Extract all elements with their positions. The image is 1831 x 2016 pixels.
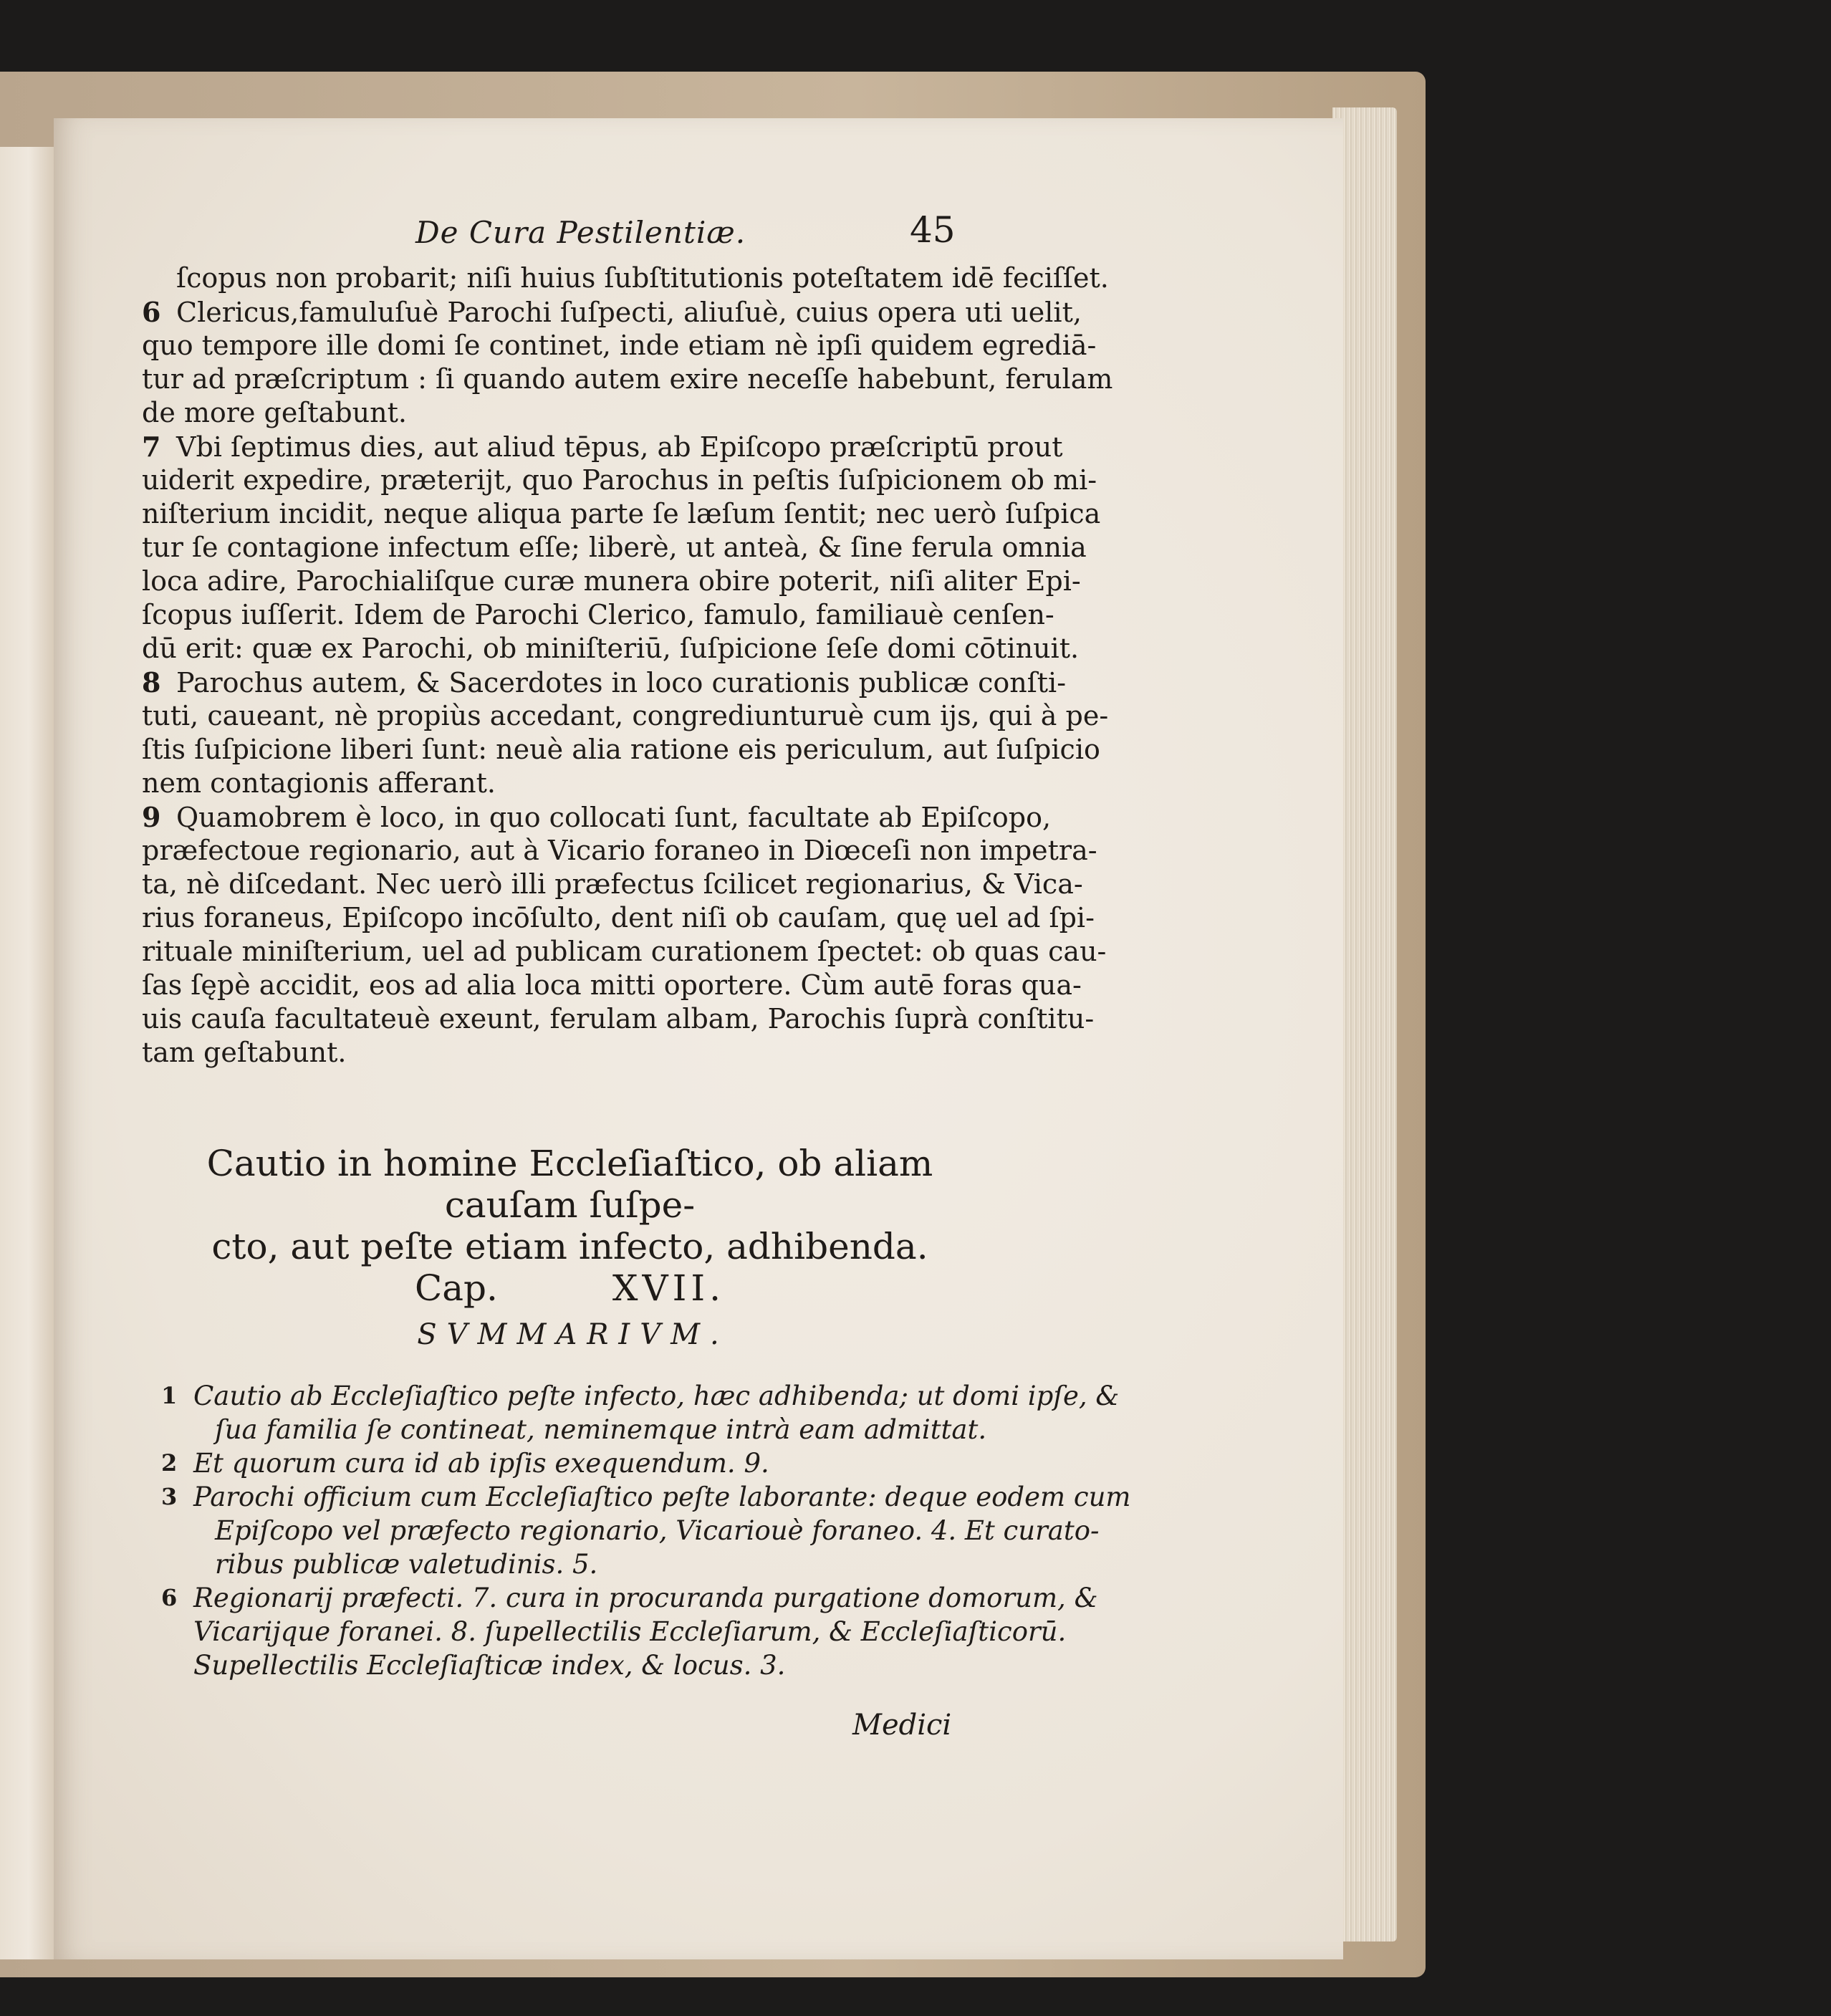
paragraph-number: 6: [142, 296, 161, 328]
text-line: uis cauſa facultateuè exeunt, ferulam albam, Parochis ſuprà conſtitu-: [142, 1003, 1095, 1035]
text-line: 9 Quamobrem è loco, in quo collocati ſunt, facultate ab Epiſcopo,: [142, 801, 1052, 833]
text-line: ſas ſępè accidit, eos ad alia loca mitti oportere. Cùm autē foras qua-: [142, 969, 1082, 1001]
catchword: Medici: [852, 1709, 952, 1742]
text-line: tam geſtabunt.: [142, 1037, 347, 1068]
text-line: quo tempore ille domi ſe continet, inde etiam nè ipſi quidem egrediā-: [142, 330, 1097, 361]
left-page-edge: [0, 147, 57, 1959]
page-number: 45: [910, 209, 956, 251]
text-line: dū erit: quæ ex Parochi, ob miniſteriū, ſuſpicione ſeſe domi cōtinuit.: [142, 633, 1080, 664]
summary-item-number: 3: [161, 1483, 178, 1510]
summary-item: 1 Cautio ab Eccleſiaſtico peſte infecto, hæc adhibenda; ut domi ipſe, & ſua familia ſe contineat, neminemque intrà eam admittat.: [161, 1381, 1120, 1445]
text-line: ſcopus iuſſerit. Idem de Parochi Clerico, famulo, familiauè cenſen-: [142, 599, 1054, 630]
text-line: rituale miniſterium, uel ad publicam curationem ſpectet: ob quas cau-: [142, 936, 1107, 967]
paragraph-number: 8: [142, 666, 161, 699]
summary-item: 3 Parochi officium cum Eccleſiaſtico peſte laborante: deque eodem cum Epiſcopo vel præfecto regionario, Vicariouè foraneo. 4. Et curato- ribus publicæ valetudinis. 5.: [161, 1482, 1131, 1580]
chapter-heading: [142, 1143, 998, 1309]
text-line: tur ſe contagione infectum eſſe; liberè, ut anteà, & ſine ferula omnia: [142, 532, 1087, 563]
text-line: nem contagionis afferant.: [142, 767, 496, 799]
running-head: [415, 209, 989, 258]
summary-title: SVMMARIVM.: [417, 1318, 729, 1351]
text-line: uiderit expedire, præterijt, quo Parochus in peſtis ſuſpicionem ob mi-: [142, 464, 1097, 496]
summary-item-number: 2: [161, 1449, 178, 1477]
summary-item-number: 1: [161, 1382, 178, 1409]
heading-line: cto, aut peſte etiam infecto, adhibenda.: [211, 1226, 928, 1267]
text-line: præfectoue regionario, aut à Vicario foraneo in Diœceſi non impetra-: [142, 835, 1097, 866]
text-line: tur ad præſcriptum : ſi quando autem exire neceſſe habebunt, ferulam: [142, 363, 1113, 395]
text-line: ſtis ſuſpicione liberi ſunt: neuè alia ratione eis periculum, aut ſuſpicio: [142, 734, 1100, 765]
text-line: 6 Clericus,famuluſuè Parochi ſuſpecti, aliuſuè, cuius opera uti uelit,: [142, 296, 1082, 328]
paragraph-number: 9: [142, 801, 161, 833]
text-line: 7 Vbi ſeptimus dies, aut aliud tēpus, ab Epiſcopo præſcriptū prout: [142, 431, 1063, 463]
summary-item: 6 Regionarij præfecti. 7. cura in procuranda purgatione domorum, & Vicarijque foranei. 8. ſupellectilis Eccleſiarum, & Eccleſiaſticorū. Supellectilis Eccleſiaſticæ index, & locus. 3.: [161, 1583, 1098, 1681]
text-line: niſterium incidit, neque aliqua parte ſe læſum ſentit; nec uerò ſuſpica: [142, 498, 1101, 529]
text-line: ſcopus non probarit; niſi huius ſubſtitutionis poteſtatem idē feciſſet.: [176, 262, 1109, 294]
text-line: loca adire, Parochialiſque curæ munera obire poterit, niſi aliter Epi-: [142, 565, 1081, 597]
summary-list: [161, 1379, 1131, 1682]
cap-number: XVII.: [612, 1267, 726, 1309]
text-line: de more geſtabunt.: [142, 397, 407, 428]
cap-label: Cap.: [414, 1267, 498, 1309]
body-text: [142, 261, 1113, 1070]
heading-line: Cautio in homine Eccleſiaſtico, ob aliam cauſam ſuſpe-: [206, 1143, 933, 1226]
paragraph-number: 7: [142, 431, 161, 463]
text-line: tuti, caueant, nè propiùs accedant, congrediunturuè cum ijs, qui à pe-: [142, 700, 1109, 731]
text-line: rius foraneus, Epiſcopo incōſulto, dent niſi ob cauſam, quę uel ad ſpi-: [142, 902, 1095, 933]
running-title: De Cura Pestilentiæ.: [415, 215, 746, 250]
summary-item-number: 6: [161, 1584, 178, 1611]
text-line: ta, nè diſcedant. Nec uerò illi præfectus ſcilicet regionarius, & Vica-: [142, 868, 1083, 900]
text-line: 8 Parochus autem, & Sacerdotes in loco curationis publicæ conſti-: [142, 666, 1067, 699]
summary-item: 2 Et quorum cura id ab ipſis exequendum. 9.: [161, 1448, 769, 1479]
chapter-number-line: [142, 1267, 998, 1309]
